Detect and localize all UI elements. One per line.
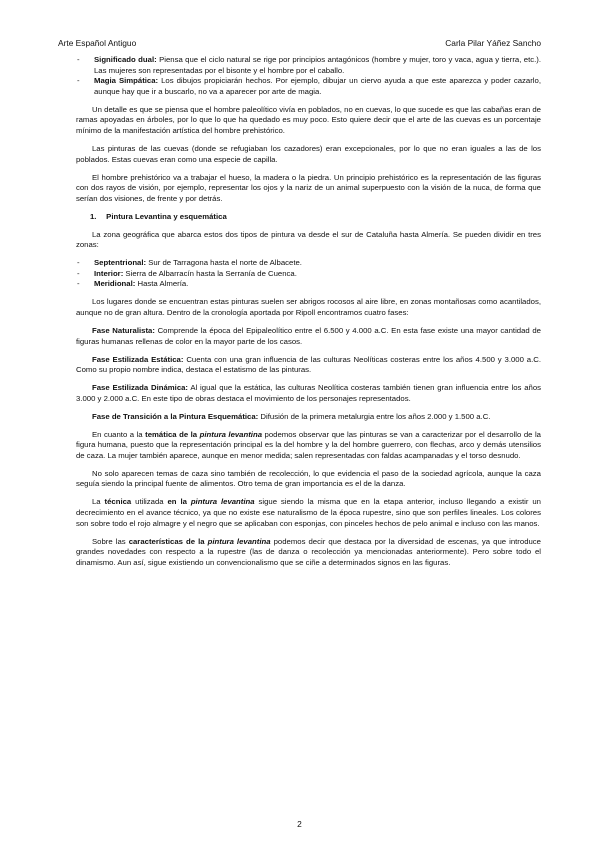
bold-run: técnica	[104, 497, 132, 507]
page-content	[76, 55, 541, 576]
header-course-title: Arte Español Antiguo	[58, 38, 137, 48]
text-run: Sobre las	[92, 536, 129, 546]
text-run: temática de la	[145, 429, 200, 439]
bold-run	[129, 537, 271, 546]
list-item	[94, 258, 541, 269]
phase-text: Difusión de la primera metalurgia entre los años 2.000 y 1.500 a.C.	[258, 411, 491, 421]
text-run: sigue siendo la misma que en la etapa anterior, incluso llegando a existir un decrecimiento en el avance técnico, ya que no existe ese naturalismo de la época rupestre, sino que son perfiles lineales. Los colores son sobre todo el rojo almagre y el negro que se aplicaban con esponjas, con pinceles hechos de pelo animal e incluso con las manos.	[76, 497, 541, 528]
text-run: en la	[167, 497, 191, 507]
section-title: Pintura Levantina y esquemática	[106, 211, 227, 221]
list-item-term: Magia Simpática:	[94, 76, 159, 86]
paragraph: La zona geográfica que abarca estos dos tipos de pintura va desde el sur de Cataluña hasta Almería. Se pueden dividir en tres zonas:	[76, 229, 541, 250]
text-run: podemos observar que las pinturas se van a caracterizar por el desarrollo de la figura humana, puesto que la representación principal es la del hombre y la del hombre guerrero, con flechas, arco y demás utensilios de caza. La mujer también aparece, aunque en menor medida; salen representadas con faldas acampanadas y el torso desnudo.	[76, 429, 541, 460]
paragraph: No solo aparecen temas de caza sino también de recolección, lo que evidencia el paso de la sociedad agrícola, aunque la caza seguía siendo la principal fuente de alimentos. Otro tema de gran importancia es el de la danza.	[76, 468, 541, 489]
section-number: 1.	[90, 211, 97, 221]
list-item-term: Interior:	[94, 268, 124, 278]
italic-run: pintura levantina	[199, 429, 263, 439]
text-run: podemos decir que destaca por la diversidad de escenas, ya que introduce grandes novedades con respecto a la rupestre (las de danza o recolección ya mencionadas anteriormente). Pero sobre todo el dinamismo. Aun así, sigue existiendo un convencionalismo que se ciñe a determinados signos en las figuras.	[76, 536, 541, 567]
phase-text: Cuenta con una gran influencia de las culturas Neolíticas costeras entre los años 4.500 y 3.000 a.C. Como su propio nombre indica, destaca el estatismo de las pinturas.	[76, 354, 542, 375]
italic-run: pintura levantina	[190, 497, 255, 507]
phase-paragraph	[76, 383, 541, 404]
phase-paragraph	[76, 355, 541, 376]
paragraph: Un detalle es que se piensa que el hombre paleolítico vivía en poblados, no en cuevas, lo que sucede es que las cabañas eran de ramas apoyadas en árboles, por lo que lo que ha quedado es muy poco. Esto quiere decir que el arte de las cuevas es un porcentaje mínimo de la manifestación artística del hombre prehistórico.	[76, 104, 541, 135]
list-item	[94, 55, 541, 76]
phase-text: Comprende la época del Epipaleolítico entre el 6.500 y 4.000 a.C. En esta fase existe una mayor cantidad de figuras humanas rellenas de color en la mayor parte de los casos.	[76, 326, 541, 346]
section-heading	[76, 212, 541, 223]
list-item-text: Sur de Tarragona hasta el norte de Albacete.	[146, 258, 302, 268]
bold-run	[145, 430, 262, 439]
paragraph: El hombre prehistórico va a trabajar el hueso, la madera o la piedra. Un principio prehistórico es la representación de las figuras con dos rayos de visión, por ejemplo, representar los ojos y la nariz de un animal superpuesto con la visión de la nuca, de forma que serían dos visiones, de frente y por detrás.	[76, 172, 541, 203]
phase-term: Fase de Transición a la Pintura Esquemática:	[92, 411, 259, 421]
page-number: 2	[297, 819, 302, 829]
paragraph-thematic	[76, 430, 541, 462]
phase-term: Fase Naturalista:	[92, 326, 155, 335]
theory-list	[76, 55, 541, 97]
paragraph-technique	[76, 497, 541, 529]
list-item	[94, 269, 541, 280]
zones-list	[76, 258, 541, 290]
text-run: La	[92, 497, 105, 507]
list-item-text: Los dibujos propiciarán hechos. Por ejemplo, dibujar un ciervo ayuda a que este aparezca y poder cazarlo, aunque hay que ir a buscarlo, no va a aparecer por arte de magia.	[94, 76, 541, 96]
page-header	[58, 38, 541, 48]
list-item	[94, 76, 541, 97]
list-item-term: Meridional:	[94, 279, 136, 289]
list-item-text: Piensa que el ciclo natural se rige por principios antagónicos (hombre y mujer, toro y vaca, agua y tierra, etc.). Las mujeres son representadas por el bisonte y el hombre por el caballo.	[94, 55, 541, 75]
list-item-text: Hasta Almería.	[135, 279, 189, 289]
phase-term: Fase Estilizada Dinámica:	[92, 383, 189, 393]
list-item-text: Sierra de Albarracín hasta la Serranía de Cuenca.	[123, 268, 297, 278]
phase-text: Al igual que la estática, las culturas Neolítica costeras también tienen gran influencia entre los años 3.000 y 2.000 a.C. En este tipo de obras destaca el movimiento de los personajes representados.	[76, 383, 542, 403]
phase-term: Fase Estilizada Estática:	[92, 354, 184, 364]
text-run: En cuanto a la	[92, 429, 146, 439]
italic-run: pintura levantina	[207, 536, 271, 546]
bold-run	[168, 497, 255, 506]
phase-paragraph	[76, 326, 541, 347]
list-item	[94, 279, 541, 290]
list-item-term: Significado dual:	[94, 55, 157, 64]
text-run: utilizada	[131, 497, 168, 507]
phase-paragraph	[76, 412, 541, 423]
paragraph: Las pinturas de las cuevas (donde se refugiaban los cazadores) eran excepcionales, por lo que no eran iguales a las de los poblados. Estas cuevas eran como una especie de capilla.	[76, 143, 541, 164]
header-author: Carla Pilar Yáñez Sancho	[445, 38, 541, 48]
paragraph-characteristics	[76, 537, 541, 569]
text-run: características de la	[128, 536, 208, 546]
list-item-term: Septentrional:	[94, 258, 147, 268]
paragraph: Los lugares donde se encuentran estas pinturas suelen ser abrigos rocosos al aire libre, en zonas montañosas como acantilados, aunque no de gran altura. Dentro de la cronología aportada por Ripoll encontramos cuatro fases:	[76, 297, 541, 318]
